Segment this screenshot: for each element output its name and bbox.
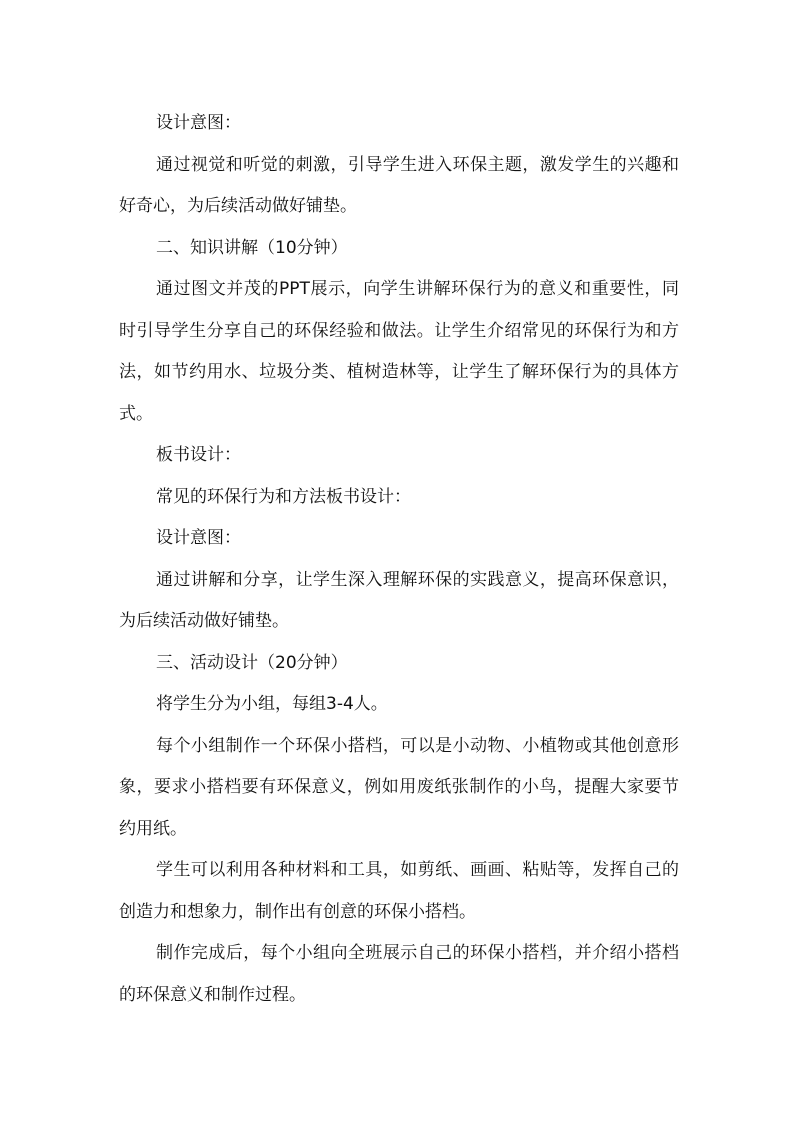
paragraph-knowledge-text: 通过图文并茂的PPT展示，向学生讲解环保行为的意义和重要性，同时引导学生分享自己的环保经验和做法。让学生介绍常见的环保行为和方法，如节约用水、垃圾分类、植树造林等，让学生了解环保行为的具体方式。 bbox=[119, 279, 679, 424]
paragraph-board-design: 板书设计： bbox=[156, 445, 241, 465]
paragraph-grouping: 将学生分为小组，每组3-4人。 bbox=[156, 694, 388, 714]
paragraph-materials: 学生可以利用各种材料和工具，如剪纸、画画、粘贴等，发挥自己的创造力和想象力，制作出有创意的环保小搭档。 bbox=[119, 860, 679, 922]
section-heading-activity: 三、活动设计（20分钟） bbox=[156, 652, 348, 673]
paragraph-design-intent-1: 设计意图： bbox=[156, 113, 241, 133]
paragraph-presentation: 制作完成后，每个小组向全班展示自己的环保小搭档，并介绍小搭档的环保意义和制作过程。 bbox=[119, 943, 679, 1005]
section-heading-knowledge: 二、知识讲解（10分钟） bbox=[156, 237, 348, 258]
document-body bbox=[119, 103, 679, 1016]
paragraph-intent-text-2: 通过讲解和分享，让学生深入理解环保的实践意义，提高环保意识，为后续活动做好铺垫。 bbox=[119, 569, 679, 631]
paragraph-board-design-detail: 常见的环保行为和方法板书设计： bbox=[156, 486, 411, 507]
paragraph-make-partner: 每个小组制作一个环保小搭档，可以是小动物、小植物或其他创意形象，要求小搭档要有环保意义，例如用废纸张制作的小鸟，提醒大家要节约用纸。 bbox=[119, 735, 679, 839]
paragraph-design-intent-2: 设计意图： bbox=[156, 528, 241, 548]
paragraph-intent-text-1: 通过视觉和听觉的刺激，引导学生进入环保主题，激发学生的兴趣和好奇心，为后续活动做好铺垫。 bbox=[119, 154, 679, 216]
